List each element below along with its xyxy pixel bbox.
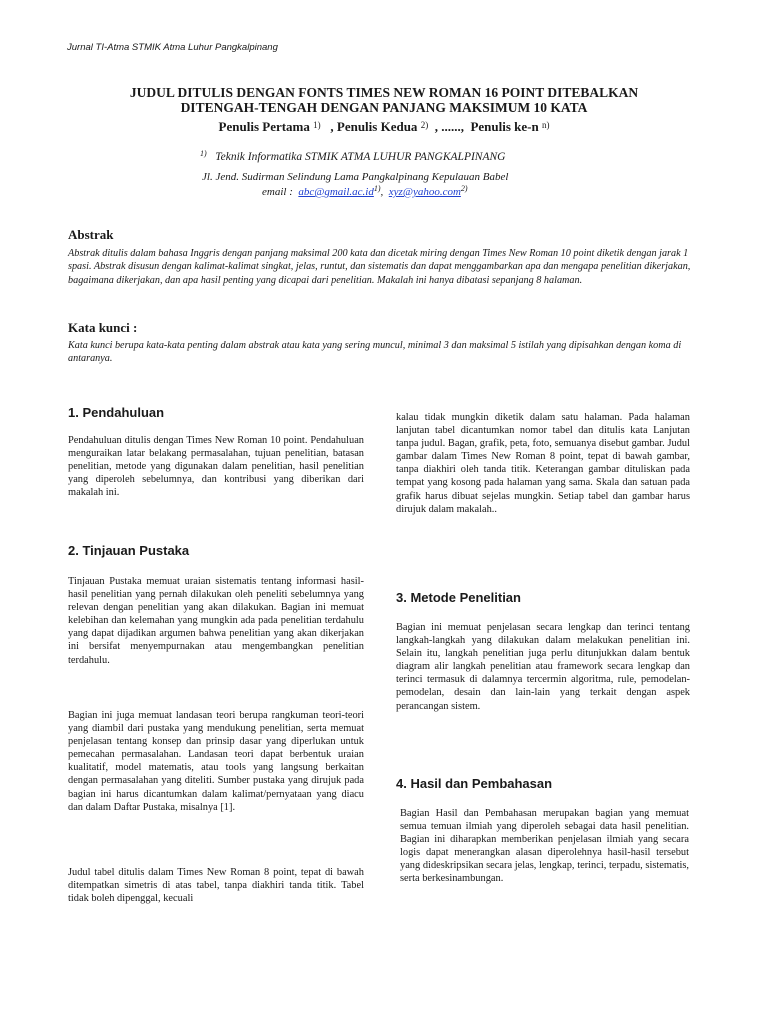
section-2-paragraph-2: Bagian ini juga memuat landasan teori berupa rangkuman teori-teori yang diambil dari pustaka yang mendukung penelitian, serta memuat penjelasan tentang konsep dan prinsip dasar yang diperlukan untuk pemecahan permasalahan. Landasan teori dapat berbentuk uraian kualitatif, model matematis, atau tools yang langsung berkaitan dengan permasalahan yang diteliti. Sumber pustaka yang dirujuk pada bagian ini harus dicantumkan dalam kalimat/pernyataan yang diacu dan dalam Daftar Pustaka, misalnya [1]. bbox=[68, 710, 364, 813]
author-first-mark: 1) bbox=[313, 120, 321, 130]
author-second: , Penulis Kedua bbox=[330, 119, 418, 134]
section-3-heading: 3. Metode Penelitian bbox=[396, 590, 521, 605]
section-4-paragraph-1: Bagian Hasil dan Pembahasan merupakan bagian yang memuat semua temuan ilmiah yang diperoleh sebagai data hasil penelitian. Bagian ini diharapkan memberikan penjelasan ilmiah yang secara logis dapat menerangkan alasan diperolehnya hasil-hasil tersebut yang dideskripsikan secara jelas, lengkap, terinci, terpadu, sistematis, serta berkesinambungan. bbox=[400, 808, 689, 885]
section-2-heading: 2. Tinjauan Pustaka bbox=[68, 543, 190, 558]
paper-title-line-1: JUDUL DITULIS DENGAN FONTS TIMES NEW ROMAN 16 POINT DITEBALKAN bbox=[129, 85, 639, 100]
section-1-paragraph-1: Pendahuluan ditulis dengan Times New Roman 10 point. Pendahuluan menguraikan latar belakang permasalahan, tujuan penelitian, batasan penelitian, metode yang digunakan dalam penelitian, hasil penelitian yang diperoleh sebelumnya, dan kontribusi yang diberikan dari makalah ini. bbox=[68, 435, 364, 499]
author-second-mark: 2) bbox=[420, 120, 429, 130]
email-separator: , bbox=[380, 186, 384, 198]
email-2-mark: 2) bbox=[460, 184, 468, 193]
affiliation-email bbox=[262, 186, 468, 198]
author-nth: Penulis ke-n bbox=[470, 119, 539, 134]
section-2-paragraph-1: Tinjauan Pustaka memuat uraian sistematis tentang informasi hasil-hasil penelitian yang pernah dilakukan oleh peneliti sebelumnya yang relevan dengan penelitian yang akan dilakukan. Bagian ini memuat kelebihan dan kelemahan yang mungkin ada pada penelitian terdahulu yang dapat dijadikan argumen bahwa penelitian yang akan dikerjakan ini bersifat menyempurnakan atau mengembangkan penelitian terdahulu. bbox=[68, 576, 364, 666]
author-separator: , ......, bbox=[434, 119, 464, 134]
author-first: Penulis Pertama bbox=[218, 119, 310, 134]
institution-name: Teknik Informatika STMIK ATMA LUHUR PANGKALPINANG bbox=[215, 151, 506, 163]
email-1-mark: 1) bbox=[373, 184, 381, 193]
section-2-paragraph-3: Judul tabel ditulis dalam Times New Roman 8 point, tepat di bawah ditempatkan simetris di atas tabel, tanpa diakhiri tanda titik. Tabel tidak boleh dipenggal, kecuali bbox=[68, 867, 364, 905]
email-link-2[interactable]: xyz@yahoo.com bbox=[388, 186, 461, 198]
author-nth-mark: n) bbox=[541, 120, 550, 130]
affiliation-address: Jl. Jend. Sudirman Selindung Lama Pangkalpinang Kepulauan Babel bbox=[202, 171, 509, 183]
abstract-heading: Abstrak bbox=[68, 227, 114, 242]
keywords-heading: Kata kunci : bbox=[68, 320, 138, 335]
section-3-paragraph-1: Bagian ini memuat penjelasan secara lengkap dan terinci tentang langkah-langkah yang dilakukan dalam melakukan penelitian ini. Selain itu, langkah penelitian juga perlu ditunjukkan dalam bentuk diagram alir langkah penelitian atau framework secara lengkap dan terinci termasuk di dalamnya tercermin algoritma, rule, pemodelan-pemodelan, desain dan lain-lain yang terkait dengan aspek perancangan sistem. bbox=[396, 622, 690, 712]
section-1-heading: 1. Pendahuluan bbox=[68, 405, 165, 420]
section-4-heading: 4. Hasil dan Pembahasan bbox=[396, 776, 553, 791]
email-link-1[interactable]: abc@gmail.ac.id bbox=[298, 186, 374, 198]
keywords-text: Kata kunci berupa kata-kata penting dalam abstrak atau kata yang sering muncul, minimal 3 dan maksimal 5 istilah yang dipisahkan dengan koma di antaranya. bbox=[68, 340, 682, 365]
journal-header: Jurnal TI-Atma STMIK Atma Luhur Pangkalpinang bbox=[67, 42, 278, 53]
affiliation-mark: 1) bbox=[200, 149, 207, 158]
author-list bbox=[70, 119, 698, 135]
email-label: email : bbox=[262, 186, 293, 198]
affiliation-institution bbox=[200, 151, 505, 163]
abstract-text: Abstrak ditulis dalam bahasa Inggris dengan panjang maksimal 200 kata dan dicetak miring dengan Times New Roman 10 point diketik dengan jarak 1 spasi. Abstrak disusun dengan kalimat-kalimat singkat, jelas, runtut, dan sistematis dan dapat menggambarkan apa dan mengapa penelitian dikerjakan, bagaimana dikerjakan, dan apa hasil penting yang dicapai dari penelitian. Makalah ini hanya dibatasi sepanjang 8 halaman. bbox=[68, 248, 691, 286]
section-2-paragraph-3-continued: kalau tidak mungkin diketik dalam satu halaman. Pada halaman lanjutan tabel dicantumkan nomor tabel dan ditulis kata Lanjutan tanpa judul. Bagan, grafik, peta, foto, semuanya disebut gambar. Judul gambar dalam Times New Roman 8 point, tepat di bawah gambar, tanpa diakhiri oleh tanda titik. Keterangan gambar dituliskan pada tempat yang kosong pada halaman yang sama. Skala dan satuan pada grafik harus dibuat sejelas mungkin. Setiap tabel dan gambar harus dirujuk dalam makalah.. bbox=[396, 412, 690, 515]
paper-title-line-2: DITENGAH-TENGAH DENGAN PANJANG MAKSIMUM 10 KATA bbox=[180, 100, 588, 115]
